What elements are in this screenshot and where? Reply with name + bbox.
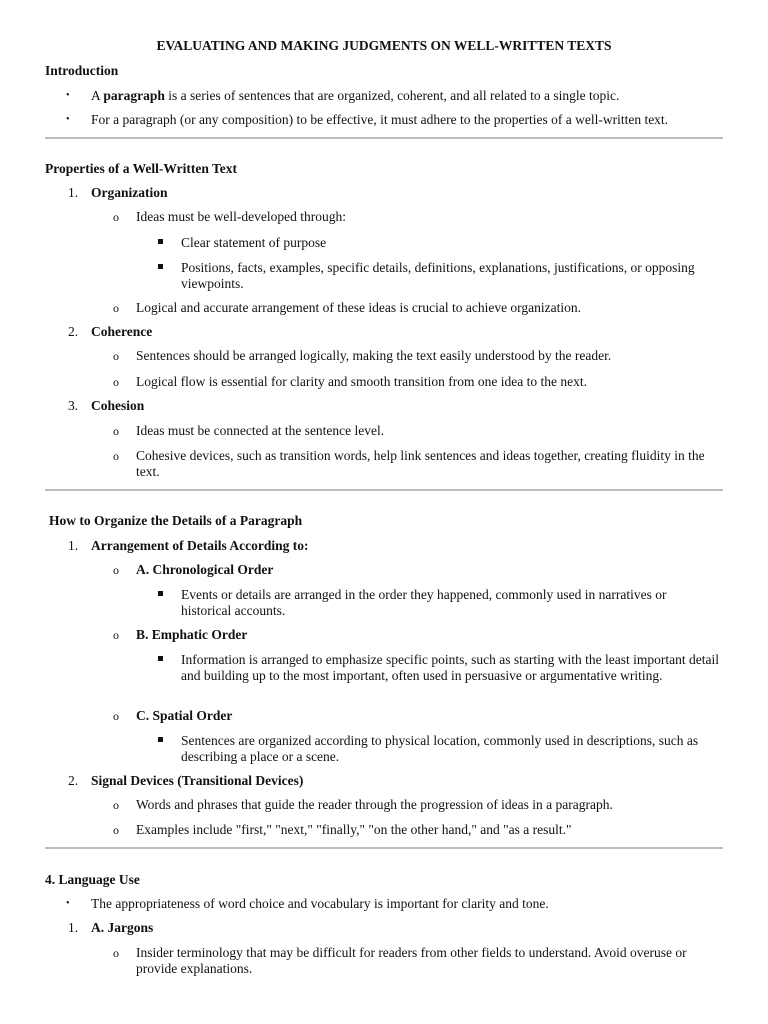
section-divider [45,847,723,849]
page-title: EVALUATING AND MAKING JUDGMENTS ON WELL-WRITTEN TEXTS [156,38,612,53]
cohesion-label: Cohesion [91,398,145,413]
section-heading-language-use: 4. Language Use [45,872,140,887]
section-heading-properties: Properties of a Well-Written Text [45,161,237,176]
bullet-marker: • [66,114,70,125]
coherence-label: Coherence [91,324,153,339]
chronological-order-label: A. Chronological Order [136,562,274,577]
square-bullet [158,239,163,244]
list-number: 2. [68,773,79,788]
emphatic-order-text: Information is arranged to emphasize specific points, such as starting with the least important detail and building up to the most important, often used in persuasive or argumentative writing. [181,652,719,683]
list-number: 1. [68,185,79,200]
bullet-marker: • [66,90,70,101]
intro-bullet-1 [91,88,619,104]
circle-marker: o [113,210,119,224]
intro-bullet-2: For a paragraph (or any composition) to be effective, it must adhere to the properties of a well-written text. [91,112,669,127]
section-heading-organize: How to Organize the Details of a Paragraph [49,513,303,528]
chronological-order-text: Events or details are arranged in the order they happened, commonly used in narratives or historical accounts. [181,587,667,618]
coherence-point-2: Logical flow is essential for clarity and smooth transition from one idea to the next. [136,374,588,389]
circle-marker: o [113,823,119,837]
intro-bullet-1-prefix: A [91,88,104,103]
cohesion-point-2: Cohesive devices, such as transition words, help link sentences and ideas together, creating fluidity in the text. [136,448,705,479]
bullet-marker: • [66,898,70,909]
list-number: 1. [68,920,79,935]
organization-point-1: Ideas must be well-developed through: [136,209,346,224]
list-number: 1. [68,538,79,553]
section-divider [45,489,723,491]
signal-point-2: Examples include "first," "next," "finally," "on the other hand," and "as a result." [136,822,572,837]
signal-devices-label: Signal Devices (Transitional Devices) [91,773,304,788]
square-bullet [158,591,163,596]
intro-bullet-1-suffix: is a series of sentences that are organized, coherent, and all related to a single topic. [164,88,620,103]
circle-marker: o [113,301,119,315]
jargons-point-1: Insider terminology that may be difficult for readers from other fields to understand. Avoid overuse or provide explanations. [136,945,687,976]
arrangement-label: Arrangement of Details According to: [91,538,309,553]
emphatic-order-label: B. Emphatic Order [136,627,248,642]
circle-marker: o [113,628,119,642]
section-divider [45,137,723,139]
list-number: 2. [68,324,79,339]
section-heading-introduction: Introduction [45,63,119,78]
circle-marker: o [113,563,119,577]
spatial-order-label: C. Spatial Order [136,708,233,723]
spatial-order-text: Sentences are organized according to physical location, commonly used in descriptions, such as describing a place or a scene. [181,733,699,764]
circle-marker: o [113,946,119,960]
jargons-label: A. Jargons [91,920,154,935]
organization-label: Organization [91,185,168,200]
language-bullet-1: The appropriateness of word choice and vocabulary is important for clarity and tone. [91,896,549,911]
keyword-paragraph: paragraph [103,88,165,103]
square-bullet [158,264,163,269]
circle-marker: o [113,424,119,438]
signal-point-1: Words and phrases that guide the reader through the progression of ideas in a paragraph. [136,797,613,812]
organization-sub-1: Clear statement of purpose [181,235,327,250]
circle-marker: o [113,449,119,463]
organization-point-2: Logical and accurate arrangement of these ideas is crucial to achieve organization. [136,300,582,315]
list-number: 3. [68,398,79,413]
cohesion-point-1: Ideas must be connected at the sentence level. [136,423,385,438]
circle-marker: o [113,375,119,389]
coherence-point-1: Sentences should be arranged logically, making the text easily understood by the reader. [136,348,612,363]
square-bullet [158,656,163,661]
organization-sub-2: Positions, facts, examples, specific details, definitions, explanations, justifications, or opposing viewpoints. [181,260,695,291]
circle-marker: o [113,349,119,363]
square-bullet [158,737,163,742]
circle-marker: o [113,798,119,812]
circle-marker: o [113,709,119,723]
